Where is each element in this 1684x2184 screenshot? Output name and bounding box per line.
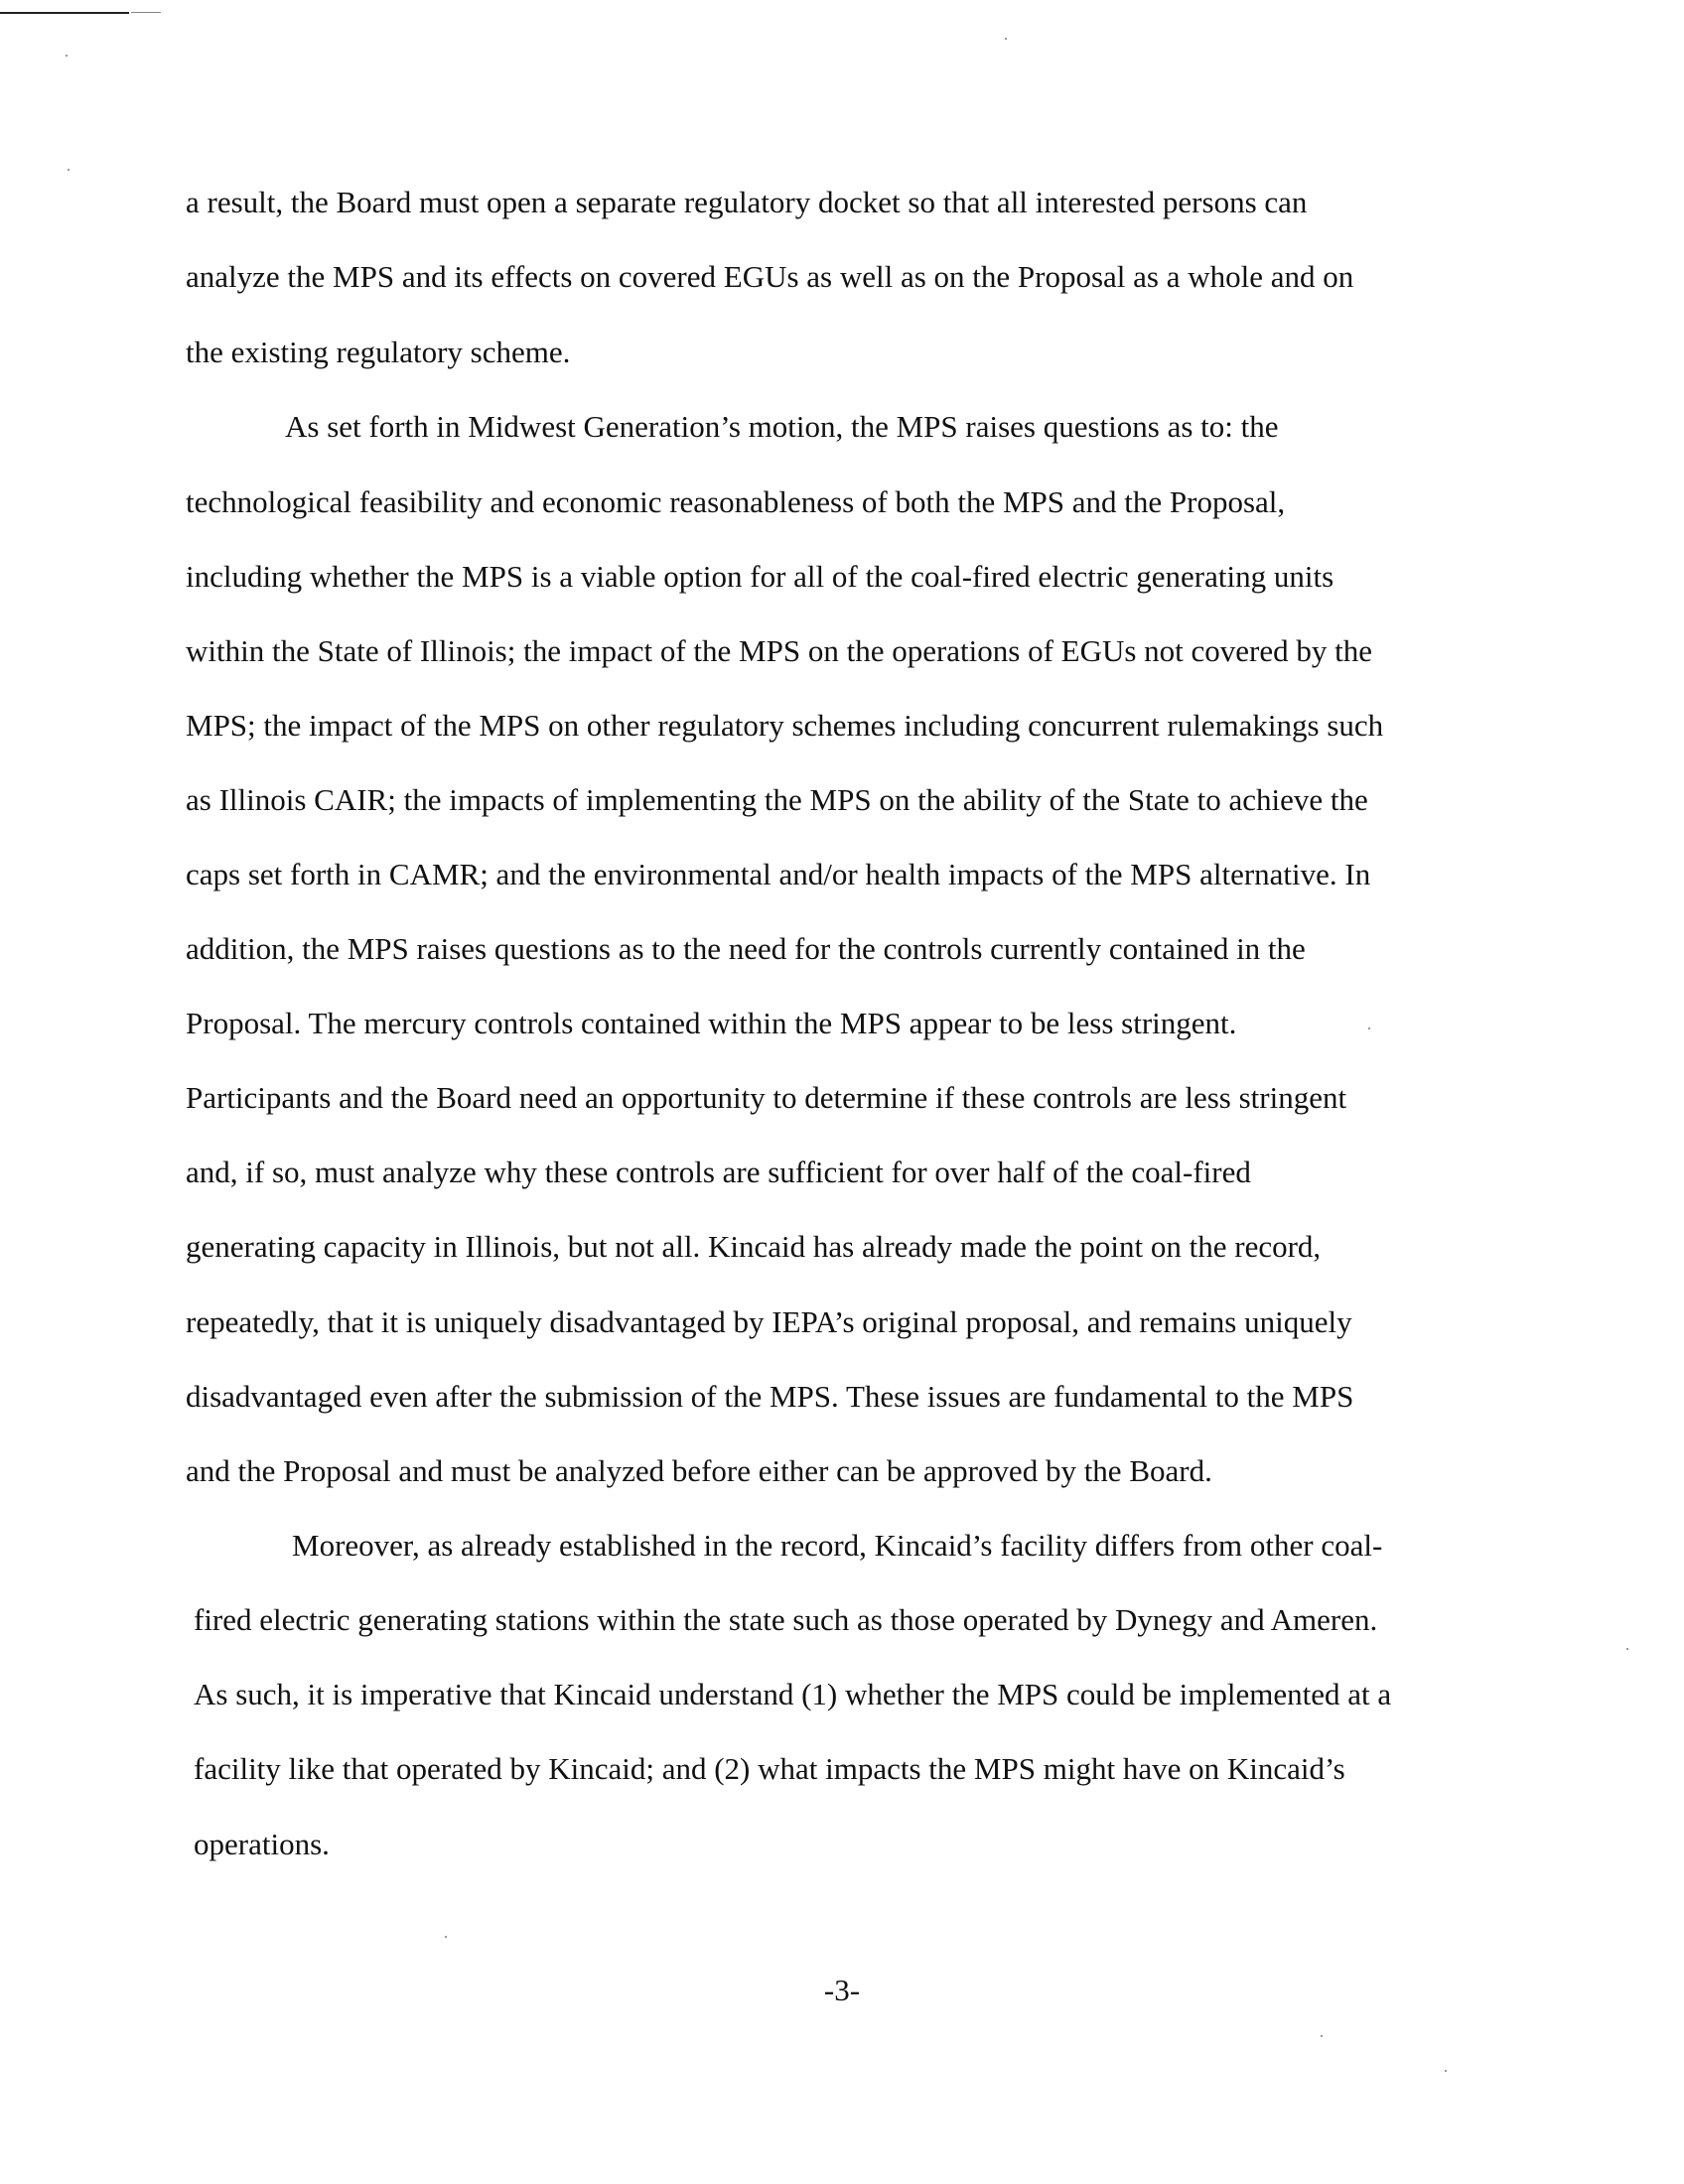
text-line: including whether the MPS is a viable option for all of the coal-fired electric generating units (186, 559, 1334, 594)
text-line: As set forth in Midwest Generation’s motion, the MPS raises questions as to: the (285, 409, 1279, 444)
text-line: As such, it is imperative that Kincaid understand (1) whether the MPS could be implemented at a (194, 1677, 1392, 1711)
text-line: technological feasibility and economic reasonableness of both the MPS and the Proposal, (186, 484, 1286, 519)
text-line: within the State of Illinois; the impact of the MPS on the operations of EGUs not covered by the (186, 633, 1373, 668)
text-line: a result, the Board must open a separate regulatory docket so that all interested persons can (186, 185, 1308, 219)
text-line: facility like that operated by Kincaid; and (2) what impacts the MPS might have on Kincaid’s (194, 1751, 1345, 1786)
text-line: fired electric generating stations within the state such as those operated by Dynegy and Ameren. (194, 1602, 1378, 1637)
text-line: analyze the MPS and its effects on covered EGUs as well as on the Proposal as a whole and on (186, 259, 1354, 294)
text-line: repeatedly, that it is uniquely disadvantaged by IEPA’s original proposal, and remains uniquely (186, 1304, 1352, 1339)
scan-speck (1368, 1027, 1370, 1029)
text-line: generating capacity in Illinois, but not all. Kincaid has already made the point on the record, (186, 1229, 1322, 1264)
text-line: disadvantaged even after the submission of the MPS. These issues are fundamental to the MPS (186, 1379, 1354, 1414)
scan-speck (445, 1936, 447, 1938)
text-line: caps set forth in CAMR; and the environmental and/or health impacts of the MPS alternative. In (186, 857, 1371, 891)
text-line: Moreover, as already established in the record, Kincaid’s facility differs from other coal- (292, 1528, 1383, 1563)
scan-speck (66, 55, 68, 57)
scan-speck (1626, 1648, 1628, 1650)
top-rule-dash (131, 12, 161, 13)
text-line: as Illinois CAIR; the impacts of implementing the MPS on the ability of the State to achieve the (186, 782, 1368, 817)
text-line: Proposal. The mercury controls contained within the MPS appear to be less stringent. (186, 1006, 1237, 1040)
text-line: MPS; the impact of the MPS on other regulatory schemes including concurrent rulemakings such (186, 708, 1384, 743)
text-line: addition, the MPS raises questions as to the need for the controls currently contained in the (186, 931, 1306, 966)
scan-speck (1445, 2070, 1447, 2072)
text-line: Participants and the Board need an opportunity to determine if these controls are less stringent (186, 1080, 1347, 1115)
top-rule (0, 12, 129, 14)
scan-speck (1321, 2035, 1323, 2037)
text-line: and, if so, must analyze why these controls are sufficient for over half of the coal-fired (186, 1155, 1251, 1189)
text-line: the existing regulatory scheme. (186, 335, 571, 369)
text-line: operations. (194, 1827, 330, 1861)
scan-speck (68, 169, 70, 171)
scan-speck (1005, 38, 1007, 40)
page-number: -3- (823, 1973, 861, 2007)
text-line: and the Proposal and must be analyzed before either can be approved by the Board. (186, 1453, 1212, 1488)
